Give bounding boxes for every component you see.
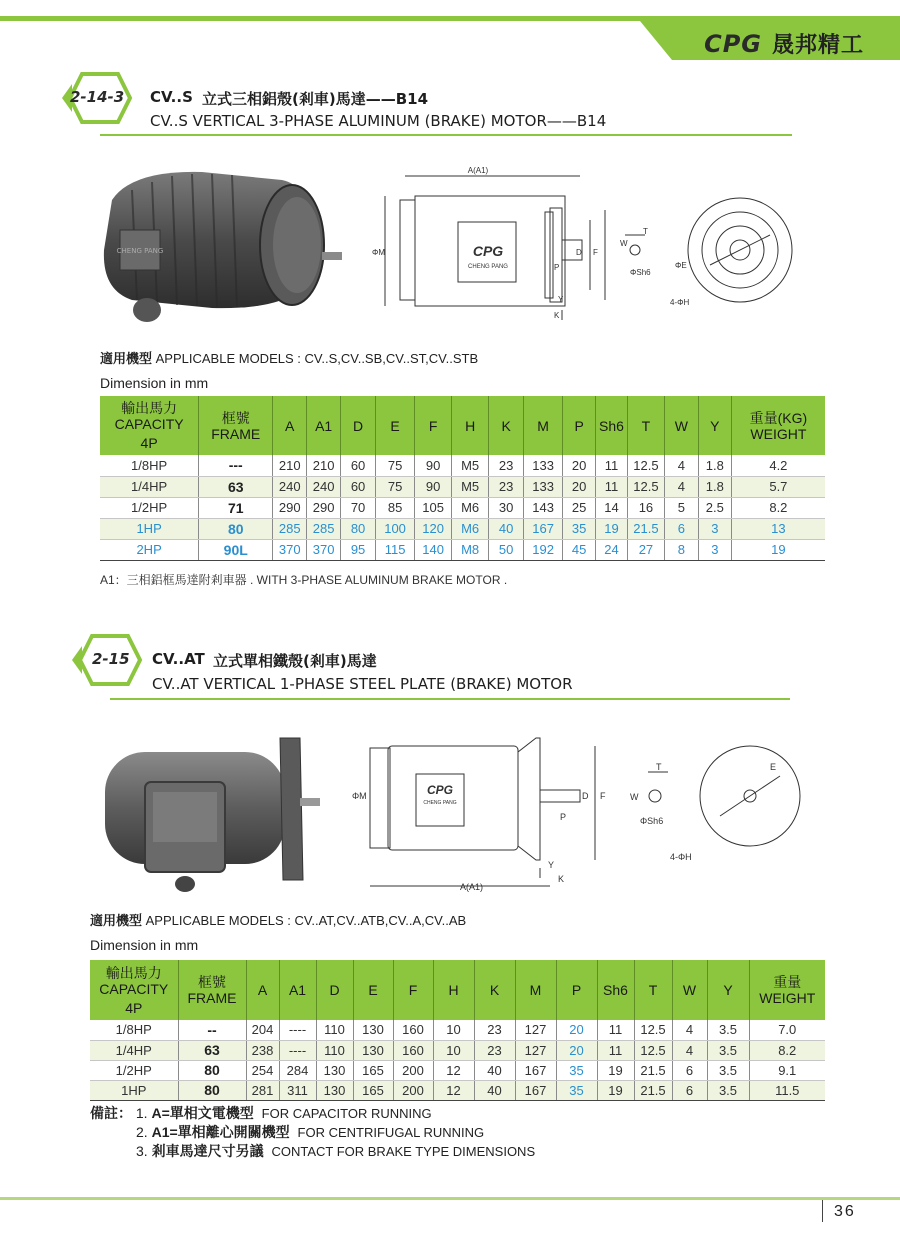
dimension-cell: 285 xyxy=(307,518,341,539)
dimension-cell: 50 xyxy=(489,539,524,560)
section2-underline xyxy=(110,698,790,700)
dimension-cell: 19 xyxy=(597,1080,634,1100)
motor-photo-aluminum xyxy=(92,160,342,330)
dimension-cell: 35 xyxy=(556,1080,597,1100)
frame-cell: 71 xyxy=(199,497,273,518)
dimension-cell: 115 xyxy=(376,539,415,560)
dimension-cell: 20 xyxy=(563,476,596,497)
col-weight-en-2: WEIGHT xyxy=(759,990,816,1006)
frame-cell: -- xyxy=(178,1020,246,1040)
table-row xyxy=(100,518,825,539)
dimension-cell: 6 xyxy=(664,518,698,539)
dimension-cell: 311 xyxy=(279,1080,316,1100)
remark-num: 3. xyxy=(136,1143,148,1159)
col-w: W xyxy=(664,396,698,455)
dimension-cell: 8 xyxy=(664,539,698,560)
dimension-cell: 120 xyxy=(415,518,452,539)
dimension-cell: 133 xyxy=(524,476,563,497)
dimension-cell: 4 xyxy=(664,476,698,497)
capacity-cell: 1/2HP xyxy=(90,1060,178,1080)
col-h-2: H xyxy=(433,960,474,1020)
table-row xyxy=(100,455,825,476)
label-y: Y xyxy=(558,295,564,304)
dimension-cell: 90 xyxy=(415,455,452,476)
dimension-cell: M5 xyxy=(452,476,489,497)
col-f: F xyxy=(415,396,452,455)
col-frame-2 xyxy=(178,960,246,1020)
dimension-cell: 192 xyxy=(524,539,563,560)
col-p: P xyxy=(563,396,596,455)
section1-code: CV..S xyxy=(150,88,193,106)
col-a: A xyxy=(273,396,307,455)
dimension-cell: 140 xyxy=(415,539,452,560)
col-capacity-en-2: CAPACITY xyxy=(99,980,169,997)
brand xyxy=(704,28,864,59)
label-m-2: ΦM xyxy=(352,791,367,801)
label-d-2: D xyxy=(582,791,589,801)
dimension-cell: 35 xyxy=(563,518,596,539)
dimension-cell: 12.5 xyxy=(634,1020,672,1040)
dimension-cell: 1.8 xyxy=(698,455,731,476)
dimension-cell: 24 xyxy=(596,539,628,560)
section1-models xyxy=(100,348,478,367)
capacity-cell: 1/4HP xyxy=(100,476,199,497)
label-a-2: A(A1) xyxy=(460,882,484,892)
col-weight-cn: 重量(KG) xyxy=(749,409,808,426)
dimension-cell: 85 xyxy=(376,497,415,518)
section2-title-cn: 立式單相鐵殼(剎車)馬達 xyxy=(213,652,377,670)
dimension-cell: 110 xyxy=(316,1040,353,1060)
dimension-cell: 14 xyxy=(596,497,628,518)
dimension-cell: 35 xyxy=(556,1060,597,1080)
dimension-cell: 23 xyxy=(474,1040,515,1060)
remark-en: FOR CAPACITOR RUNNING xyxy=(261,1106,432,1121)
dimension-cell: 20 xyxy=(556,1020,597,1040)
dimension-cell: 90 xyxy=(415,476,452,497)
dimension-cell: 12.5 xyxy=(634,1040,672,1060)
table-row xyxy=(100,497,825,518)
dimension-cell: 238 xyxy=(246,1040,279,1060)
table-row xyxy=(90,1040,825,1060)
remark-cn: A=單相文電機型 xyxy=(151,1105,254,1121)
dimension-cell: 16 xyxy=(627,497,664,518)
col-e: E xyxy=(376,396,415,455)
dimension-cell: 75 xyxy=(376,455,415,476)
dimension-cell: 75 xyxy=(376,476,415,497)
dimension-cell: 3.5 xyxy=(707,1020,749,1040)
dimension-cell: M6 xyxy=(452,497,489,518)
dimension-cell: 21.5 xyxy=(634,1060,672,1080)
models-list-2: APPLICABLE MODELS : CV..AT,CV..ATB,CV..A,CV..AB xyxy=(145,913,467,928)
col-p-2: P xyxy=(556,960,597,1020)
weight-cell: 7.0 xyxy=(749,1020,825,1040)
dimension-cell: 281 xyxy=(246,1080,279,1100)
weight-cell: 9.1 xyxy=(749,1060,825,1080)
dimension-cell: 110 xyxy=(316,1020,353,1040)
dimension-cell: 10 xyxy=(433,1040,474,1060)
col-e-2: E xyxy=(353,960,393,1020)
dimension-cell: 3.5 xyxy=(707,1080,749,1100)
col-y-2: Y xyxy=(707,960,749,1020)
dimension-cell: 19 xyxy=(596,518,628,539)
label-a: A(A1) xyxy=(467,166,489,175)
dimension-cell: 3 xyxy=(698,539,731,560)
col-frame-en: FRAME xyxy=(211,425,261,442)
label-e-2: E xyxy=(770,762,777,772)
col-k-2: K xyxy=(474,960,515,1020)
table-row xyxy=(100,539,825,560)
dimension-cell: ---- xyxy=(279,1040,316,1060)
dimension-cell: 20 xyxy=(563,455,596,476)
capacity-cell: 1/4HP xyxy=(90,1040,178,1060)
dimension-cell: 254 xyxy=(246,1060,279,1080)
dimension-cell: 19 xyxy=(597,1060,634,1080)
col-t-2: T xyxy=(634,960,672,1020)
dimension-cell: 1.8 xyxy=(698,476,731,497)
dimension-cell: 240 xyxy=(307,476,341,497)
dimension-cell: M6 xyxy=(452,518,489,539)
motor-photo-steel xyxy=(95,730,325,895)
capacity-cell: 1/2HP xyxy=(100,497,199,518)
dimension-cell: 285 xyxy=(273,518,307,539)
dimension-cell: 40 xyxy=(474,1060,515,1080)
col-w-2: W xyxy=(672,960,707,1020)
dimension-cell: 23 xyxy=(489,476,524,497)
dimension-cell: 200 xyxy=(393,1060,433,1080)
frame-cell: --- xyxy=(199,455,273,476)
frame-cell: 90L xyxy=(199,539,273,560)
weight-cell: 13 xyxy=(731,518,825,539)
dimension-cell: 167 xyxy=(515,1060,556,1080)
frame-cell: 63 xyxy=(199,476,273,497)
dimension-cell: 11 xyxy=(596,455,628,476)
dimension-cell: 130 xyxy=(316,1060,353,1080)
dimension-cell: 240 xyxy=(273,476,307,497)
weight-cell: 11.5 xyxy=(749,1080,825,1100)
dimension-cell: 284 xyxy=(279,1060,316,1080)
dimension-cell: 12 xyxy=(433,1060,474,1080)
svg-text:CPG: CPG xyxy=(426,783,454,797)
frame-cell: 80 xyxy=(178,1060,246,1080)
capacity-cell: 1/8HP xyxy=(90,1020,178,1040)
label-k-2: K xyxy=(558,874,565,884)
col-weight-2 xyxy=(749,960,825,1020)
remark-row xyxy=(90,1123,535,1142)
dimension-cell: 165 xyxy=(353,1080,393,1100)
col-a1-2: A1 xyxy=(279,960,316,1020)
col-m-2: M xyxy=(515,960,556,1020)
col-weight-en: WEIGHT xyxy=(750,425,807,442)
dimension-cell: 11 xyxy=(596,476,628,497)
remark-row xyxy=(90,1104,535,1123)
dimension-cell: 95 xyxy=(341,539,376,560)
label-h: 4-ΦH xyxy=(670,298,690,307)
col-d-2: D xyxy=(316,960,353,1020)
dimension-cell: 27 xyxy=(627,539,664,560)
dimension-cell: 11 xyxy=(597,1040,634,1060)
label-y-2: Y xyxy=(548,860,555,870)
dimension-cell: 4 xyxy=(672,1040,707,1060)
capacity-cell: 1HP xyxy=(90,1080,178,1100)
remark-num: 1. xyxy=(135,1105,148,1121)
dimension-cell: 21.5 xyxy=(634,1080,672,1100)
dimension-cell: 127 xyxy=(515,1040,556,1060)
label-t-2: T xyxy=(656,762,662,772)
dimension-cell: 130 xyxy=(353,1040,393,1060)
remarks xyxy=(90,1104,535,1161)
col-weight xyxy=(731,396,825,455)
dimension-cell: ---- xyxy=(279,1020,316,1040)
dimension-cell: 80 xyxy=(341,518,376,539)
remark-num: 2. xyxy=(136,1124,148,1140)
dimension-cell: 165 xyxy=(353,1060,393,1080)
capacity-cell: 2HP xyxy=(100,539,199,560)
dimension-cell: 204 xyxy=(246,1020,279,1040)
col-frame xyxy=(199,396,273,455)
frame-cell: 80 xyxy=(199,518,273,539)
models-label-cn-2: 適用機型 xyxy=(90,913,143,928)
frame-cell: 80 xyxy=(178,1080,246,1100)
models-list: APPLICABLE MODELS : CV..S,CV..SB,CV..ST,CV..STB xyxy=(155,351,479,366)
col-f-2: F xyxy=(393,960,433,1020)
dimension-cell: 25 xyxy=(563,497,596,518)
dimension-cell: 12.5 xyxy=(627,476,664,497)
remark-row xyxy=(90,1142,535,1161)
col-capacity-2 xyxy=(90,960,178,1020)
weight-cell: 8.2 xyxy=(731,497,825,518)
col-poles-2: 4P xyxy=(125,999,143,1016)
spec-table-2 xyxy=(90,960,825,1101)
label-m: ΦM xyxy=(372,248,386,257)
dimension-cell: 100 xyxy=(376,518,415,539)
col-poles: 4P xyxy=(140,435,158,451)
dimension-cell: 290 xyxy=(273,497,307,518)
col-frame-cn-2: 框號 xyxy=(198,974,226,990)
col-a-2: A xyxy=(246,960,279,1020)
dimension-cell: 23 xyxy=(489,455,524,476)
weight-cell: 5.7 xyxy=(731,476,825,497)
section1-title-cn: 立式三相鋁殼(剎車)馬達——B14 xyxy=(202,90,429,108)
section1-heading xyxy=(60,70,800,140)
col-k: K xyxy=(489,396,524,455)
section2-number: 2-15 xyxy=(92,650,130,668)
section2-title-en: CV..AT VERTICAL 1-PHASE STEEL PLATE (BRAKE) MOTOR xyxy=(152,675,573,693)
dimension-cell: 290 xyxy=(307,497,341,518)
col-frame-en-2: FRAME xyxy=(187,990,237,1006)
dimension-cell: 40 xyxy=(474,1080,515,1100)
dimension-cell: 60 xyxy=(341,455,376,476)
dimension-cell: 3 xyxy=(698,518,731,539)
dimension-cell: 130 xyxy=(353,1020,393,1040)
section2-code: CV..AT xyxy=(152,650,205,668)
label-d: D xyxy=(576,248,582,257)
col-capacity xyxy=(100,396,199,455)
table-row xyxy=(100,476,825,497)
dimension-cell: 130 xyxy=(316,1080,353,1100)
col-h: H xyxy=(452,396,489,455)
section1-underline xyxy=(100,134,792,136)
dimension-cell: 167 xyxy=(515,1080,556,1100)
col-weight-cn-2: 重量 xyxy=(773,974,802,990)
table-row xyxy=(90,1060,825,1080)
dimension-cell: 4 xyxy=(664,455,698,476)
dimension-cell: 6 xyxy=(672,1060,707,1080)
dimension-cell: 3.5 xyxy=(707,1060,749,1080)
dimension-cell: 200 xyxy=(393,1080,433,1100)
label-p-2: P xyxy=(560,812,567,822)
dimension-cell: 160 xyxy=(393,1020,433,1040)
dimension-cell: M5 xyxy=(452,455,489,476)
footer-line xyxy=(0,1197,900,1200)
dimension-cell: 210 xyxy=(273,455,307,476)
dimension-cell: 167 xyxy=(524,518,563,539)
dimension-drawing-1 xyxy=(360,160,820,330)
col-a1: A1 xyxy=(307,396,341,455)
weight-cell: 4.2 xyxy=(731,455,825,476)
remarks-label: 備註： xyxy=(90,1105,132,1121)
dimension-cell: 127 xyxy=(515,1020,556,1040)
drawing-nameplate-2: CHENG PANG xyxy=(423,800,457,806)
section1-title-en: CV..S VERTICAL 3-PHASE ALUMINUM (BRAKE) MOTOR——B14 xyxy=(150,112,607,130)
capacity-cell: 1HP xyxy=(100,518,199,539)
remark-cn: A1=單相離心開關機型 xyxy=(151,1124,290,1140)
dimension-cell: 30 xyxy=(489,497,524,518)
table-row xyxy=(90,1020,825,1040)
dimension-cell: 370 xyxy=(307,539,341,560)
dimension-cell: 40 xyxy=(489,518,524,539)
col-y: Y xyxy=(698,396,731,455)
dimension-cell: 6 xyxy=(672,1080,707,1100)
frame-cell: 63 xyxy=(178,1040,246,1060)
dimension-cell: 20 xyxy=(556,1040,597,1060)
label-h-2: 4-ΦH xyxy=(670,852,692,862)
dimension-cell: 60 xyxy=(341,476,376,497)
col-t: T xyxy=(627,396,664,455)
dimension-cell: 210 xyxy=(307,455,341,476)
label-f: F xyxy=(593,248,598,257)
dimension-cell: 23 xyxy=(474,1020,515,1040)
dimension-cell: 2.5 xyxy=(698,497,731,518)
label-f-2: F xyxy=(600,791,606,801)
col-d: D xyxy=(341,396,376,455)
label-w: W xyxy=(620,239,628,248)
label-p: P xyxy=(554,263,560,272)
dimension-cell: 4 xyxy=(672,1020,707,1040)
label-sh6-2: ΦSh6 xyxy=(640,816,664,826)
dimension-cell: 10 xyxy=(433,1020,474,1040)
dimension-cell: 370 xyxy=(273,539,307,560)
col-sh6: Sh6 xyxy=(596,396,628,455)
page-separator xyxy=(822,1200,823,1222)
col-sh6-2: Sh6 xyxy=(597,960,634,1020)
dimension-cell: M8 xyxy=(452,539,489,560)
dimension-cell: 133 xyxy=(524,455,563,476)
brand-name: 晟邦精工 xyxy=(771,33,864,58)
label-sh6: ΦSh6 xyxy=(630,268,651,277)
dimension-cell: 12 xyxy=(433,1080,474,1100)
motor-nameplate: CHENG PANG xyxy=(116,247,164,255)
label-k: K xyxy=(554,311,560,320)
dimension-cell: 5 xyxy=(664,497,698,518)
label-e: ΦE xyxy=(675,261,687,270)
remark-en: CONTACT FOR BRAKE TYPE DIMENSIONS xyxy=(271,1144,536,1159)
weight-cell: 8.2 xyxy=(749,1040,825,1060)
col-frame-cn: 框號 xyxy=(221,409,250,426)
svg-text:CPG: CPG xyxy=(472,243,504,259)
col-capacity-cn: 輸出馬力 xyxy=(121,400,178,416)
section2-heading xyxy=(70,632,810,702)
dimension-cell: 160 xyxy=(393,1040,433,1060)
remark-cn: 剎車馬達尺寸另議 xyxy=(151,1143,264,1159)
remark-en: FOR CENTRIFUGAL RUNNING xyxy=(297,1125,485,1140)
spec-table-1 xyxy=(100,396,825,561)
dimension-cell: 12.5 xyxy=(627,455,664,476)
dimension-cell: 45 xyxy=(563,539,596,560)
label-w-2: W xyxy=(630,792,639,802)
models-label-cn: 適用機型 xyxy=(100,351,153,366)
table-row xyxy=(90,1080,825,1100)
section1-number: 2-14-3 xyxy=(70,88,125,106)
col-capacity-en: CAPACITY xyxy=(114,416,184,432)
section1-note: A1：三相鋁框馬達附剎車器 . WITH 3-PHASE ALUMINUM BRAKE MOTOR . xyxy=(100,573,508,587)
section1-dim-label: Dimension in mm xyxy=(100,375,209,391)
drawing-nameplate: CHENG PANG xyxy=(468,264,508,270)
label-t: T xyxy=(643,227,648,236)
dimension-cell: 105 xyxy=(415,497,452,518)
section2-dim-label: Dimension in mm xyxy=(90,937,199,953)
brand-logo: CPG xyxy=(704,29,762,58)
weight-cell: 19 xyxy=(731,539,825,560)
dimension-drawing-2 xyxy=(350,728,820,898)
section2-models xyxy=(90,910,466,929)
dimension-cell: 143 xyxy=(524,497,563,518)
col-capacity-cn-2: 輸出馬力 xyxy=(105,964,162,981)
dimension-cell: 3.5 xyxy=(707,1040,749,1060)
dimension-cell: 11 xyxy=(597,1020,634,1040)
page-number: 36 xyxy=(834,1203,856,1220)
dimension-cell: 21.5 xyxy=(627,518,664,539)
col-m: M xyxy=(524,396,563,455)
capacity-cell: 1/8HP xyxy=(100,455,199,476)
dimension-cell: 70 xyxy=(341,497,376,518)
